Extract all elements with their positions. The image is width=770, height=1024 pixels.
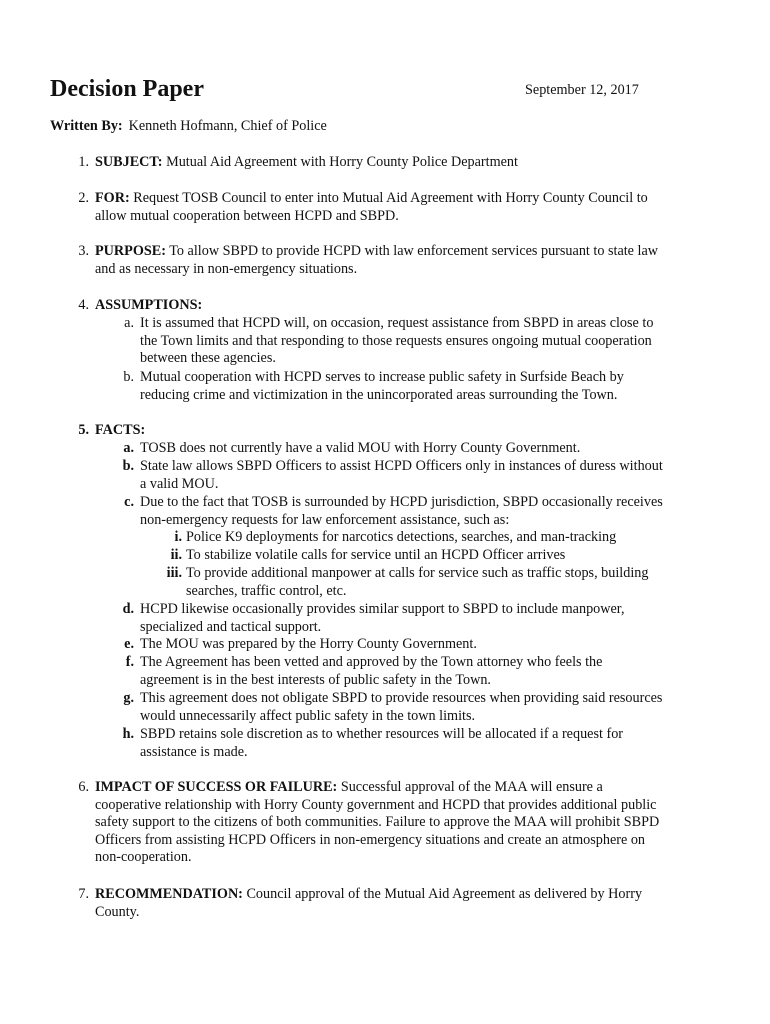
- item-text: The Agreement has been vetted and approved by the Town attorney who feels the: [140, 654, 603, 670]
- item-text: non-emergency requests for law enforcement assistance, such as:: [140, 511, 510, 528]
- item-text: specialized and tactical support.: [140, 618, 322, 635]
- section-number: 6.: [78, 779, 89, 795]
- assumption-b: [123, 369, 705, 404]
- item-letter: b.: [123, 369, 134, 385]
- item-text: Police K9 deployments for narcotics detections, searches, and man-tracking: [186, 529, 617, 545]
- section-text: cooperative relationship with Horry County government and HCPD that provides additional public: [95, 796, 657, 813]
- fact-f: [125, 654, 705, 689]
- section-text: Successful approval of the MAA will ensure a: [337, 779, 603, 795]
- item-text: Mutual cooperation with HCPD serves to increase public safety in Surfside Beach by: [140, 369, 624, 385]
- item-roman: iii.: [166, 565, 182, 581]
- item-letter: e.: [124, 636, 134, 652]
- section-number: 4.: [78, 297, 89, 313]
- section-purpose: [78, 243, 705, 278]
- section-text: and as necessary in non-emergency situations.: [95, 260, 358, 277]
- item-letter: a.: [123, 440, 134, 456]
- item-letter: f.: [125, 654, 134, 670]
- item-text: State law allows SBPD Officers to assist HCPD Officers only in instances of duress without: [140, 458, 663, 474]
- fact-e: [124, 636, 705, 654]
- item-text: Due to the fact that TOSB is surrounded by HCPD jurisdiction, SBPD occasionally receives: [140, 494, 663, 510]
- item-text: would unnecessarily affect public safety in the town limits.: [140, 707, 476, 724]
- item-text: reducing crime and victimization in the unincorporated areas surrounding the Town.: [140, 386, 618, 403]
- item-roman: ii.: [170, 547, 182, 563]
- item-text: between these agencies.: [140, 350, 276, 367]
- fact-h: [122, 726, 705, 761]
- item-text: a valid MOU.: [140, 475, 219, 492]
- item-letter: c.: [124, 494, 134, 510]
- item-text: This agreement does not obligate SBPD to provide resources when providing said resources: [140, 690, 663, 706]
- fact-c-iii: [166, 565, 705, 600]
- section-text: Council approval of the Mutual Aid Agreement as delivered by Horry: [242, 886, 643, 902]
- item-letter: a.: [124, 315, 134, 331]
- section-label: PURPOSE:: [95, 243, 166, 259]
- item-text: TOSB does not currently have a valid MOU with Horry County Government.: [140, 440, 581, 456]
- section-recommendation: [78, 886, 705, 921]
- fact-d: [122, 601, 705, 636]
- item-text: It is assumed that HCPD will, on occasion, request assistance from SBPD in areas close to: [140, 315, 654, 331]
- section-number: 7.: [78, 886, 89, 902]
- section-text: Officers from assisting HCPD Officers in non-emergency situations and create an atmosphere on: [95, 831, 646, 848]
- section-text: non-cooperation.: [95, 849, 192, 866]
- item-roman: i.: [174, 529, 182, 545]
- section-assumptions: [78, 297, 705, 315]
- section-for: [78, 190, 705, 225]
- assumption-a: [124, 315, 705, 368]
- section-impact: [78, 779, 705, 867]
- author-line: [50, 118, 327, 136]
- written-by-value: Kenneth Hofmann, Chief of Police: [128, 118, 327, 134]
- section-label: IMPACT OF SUCCESS OR FAILURE:: [95, 779, 338, 795]
- section-number: 3.: [78, 243, 89, 259]
- item-text: SBPD retains sole discretion as to whether resources will be allocated if a request for: [140, 726, 624, 742]
- item-text: assistance is made.: [140, 743, 248, 760]
- section-number: 5.: [78, 422, 89, 438]
- section-text: To allow SBPD to provide HCPD with law enforcement services pursuant to state law: [165, 243, 659, 259]
- item-text: HCPD likewise occasionally provides similar support to SBPD to include manpower,: [140, 601, 625, 617]
- section-text: County.: [95, 903, 140, 920]
- section-text: Request TOSB Council to enter into Mutual Aid Agreement with Horry County Council to: [129, 190, 648, 206]
- fact-g: [123, 690, 705, 725]
- section-subject: [78, 154, 705, 172]
- section-label: ASSUMPTIONS:: [95, 297, 203, 313]
- section-label: FOR:: [95, 190, 130, 206]
- section-text: allow mutual cooperation between HCPD and SBPD.: [95, 207, 399, 224]
- page-title: Decision Paper: [50, 76, 204, 102]
- section-facts: [78, 422, 705, 440]
- written-by-label: Written By:: [50, 118, 123, 134]
- item-text: agreement is in the best interests of public safety in the Town.: [140, 671, 491, 688]
- document-date: September 12, 2017: [525, 82, 639, 98]
- section-number: 2.: [78, 190, 89, 206]
- item-letter: b.: [122, 458, 134, 474]
- item-text: searches, traffic control, etc.: [186, 582, 347, 599]
- fact-c: [124, 494, 705, 529]
- section-label: SUBJECT:: [95, 154, 163, 170]
- section-text: safety support to the citizens of both communities. Failure to approve the MAA will prohibit SBPD: [95, 814, 660, 831]
- section-text: Mutual Aid Agreement with Horry County Police Department: [162, 154, 518, 170]
- item-text: To provide additional manpower at calls for service such as traffic stops, building: [186, 565, 649, 581]
- item-text: the Town limits and that responding to those requests ensures ongoing mutual cooperation: [140, 332, 652, 349]
- section-label: RECOMMENDATION:: [95, 886, 243, 902]
- fact-c-i: [174, 529, 705, 547]
- section-number: 1.: [78, 154, 89, 170]
- item-letter: h.: [122, 726, 134, 742]
- item-letter: g.: [123, 690, 134, 706]
- item-letter: d.: [122, 601, 134, 617]
- fact-a: [123, 440, 705, 458]
- fact-c-ii: [170, 547, 705, 565]
- item-text: To stabilize volatile calls for service until an HCPD Officer arrives: [186, 547, 566, 563]
- item-text: The MOU was prepared by the Horry County Government.: [140, 636, 477, 652]
- fact-b: [122, 458, 705, 493]
- section-label: FACTS:: [95, 422, 146, 438]
